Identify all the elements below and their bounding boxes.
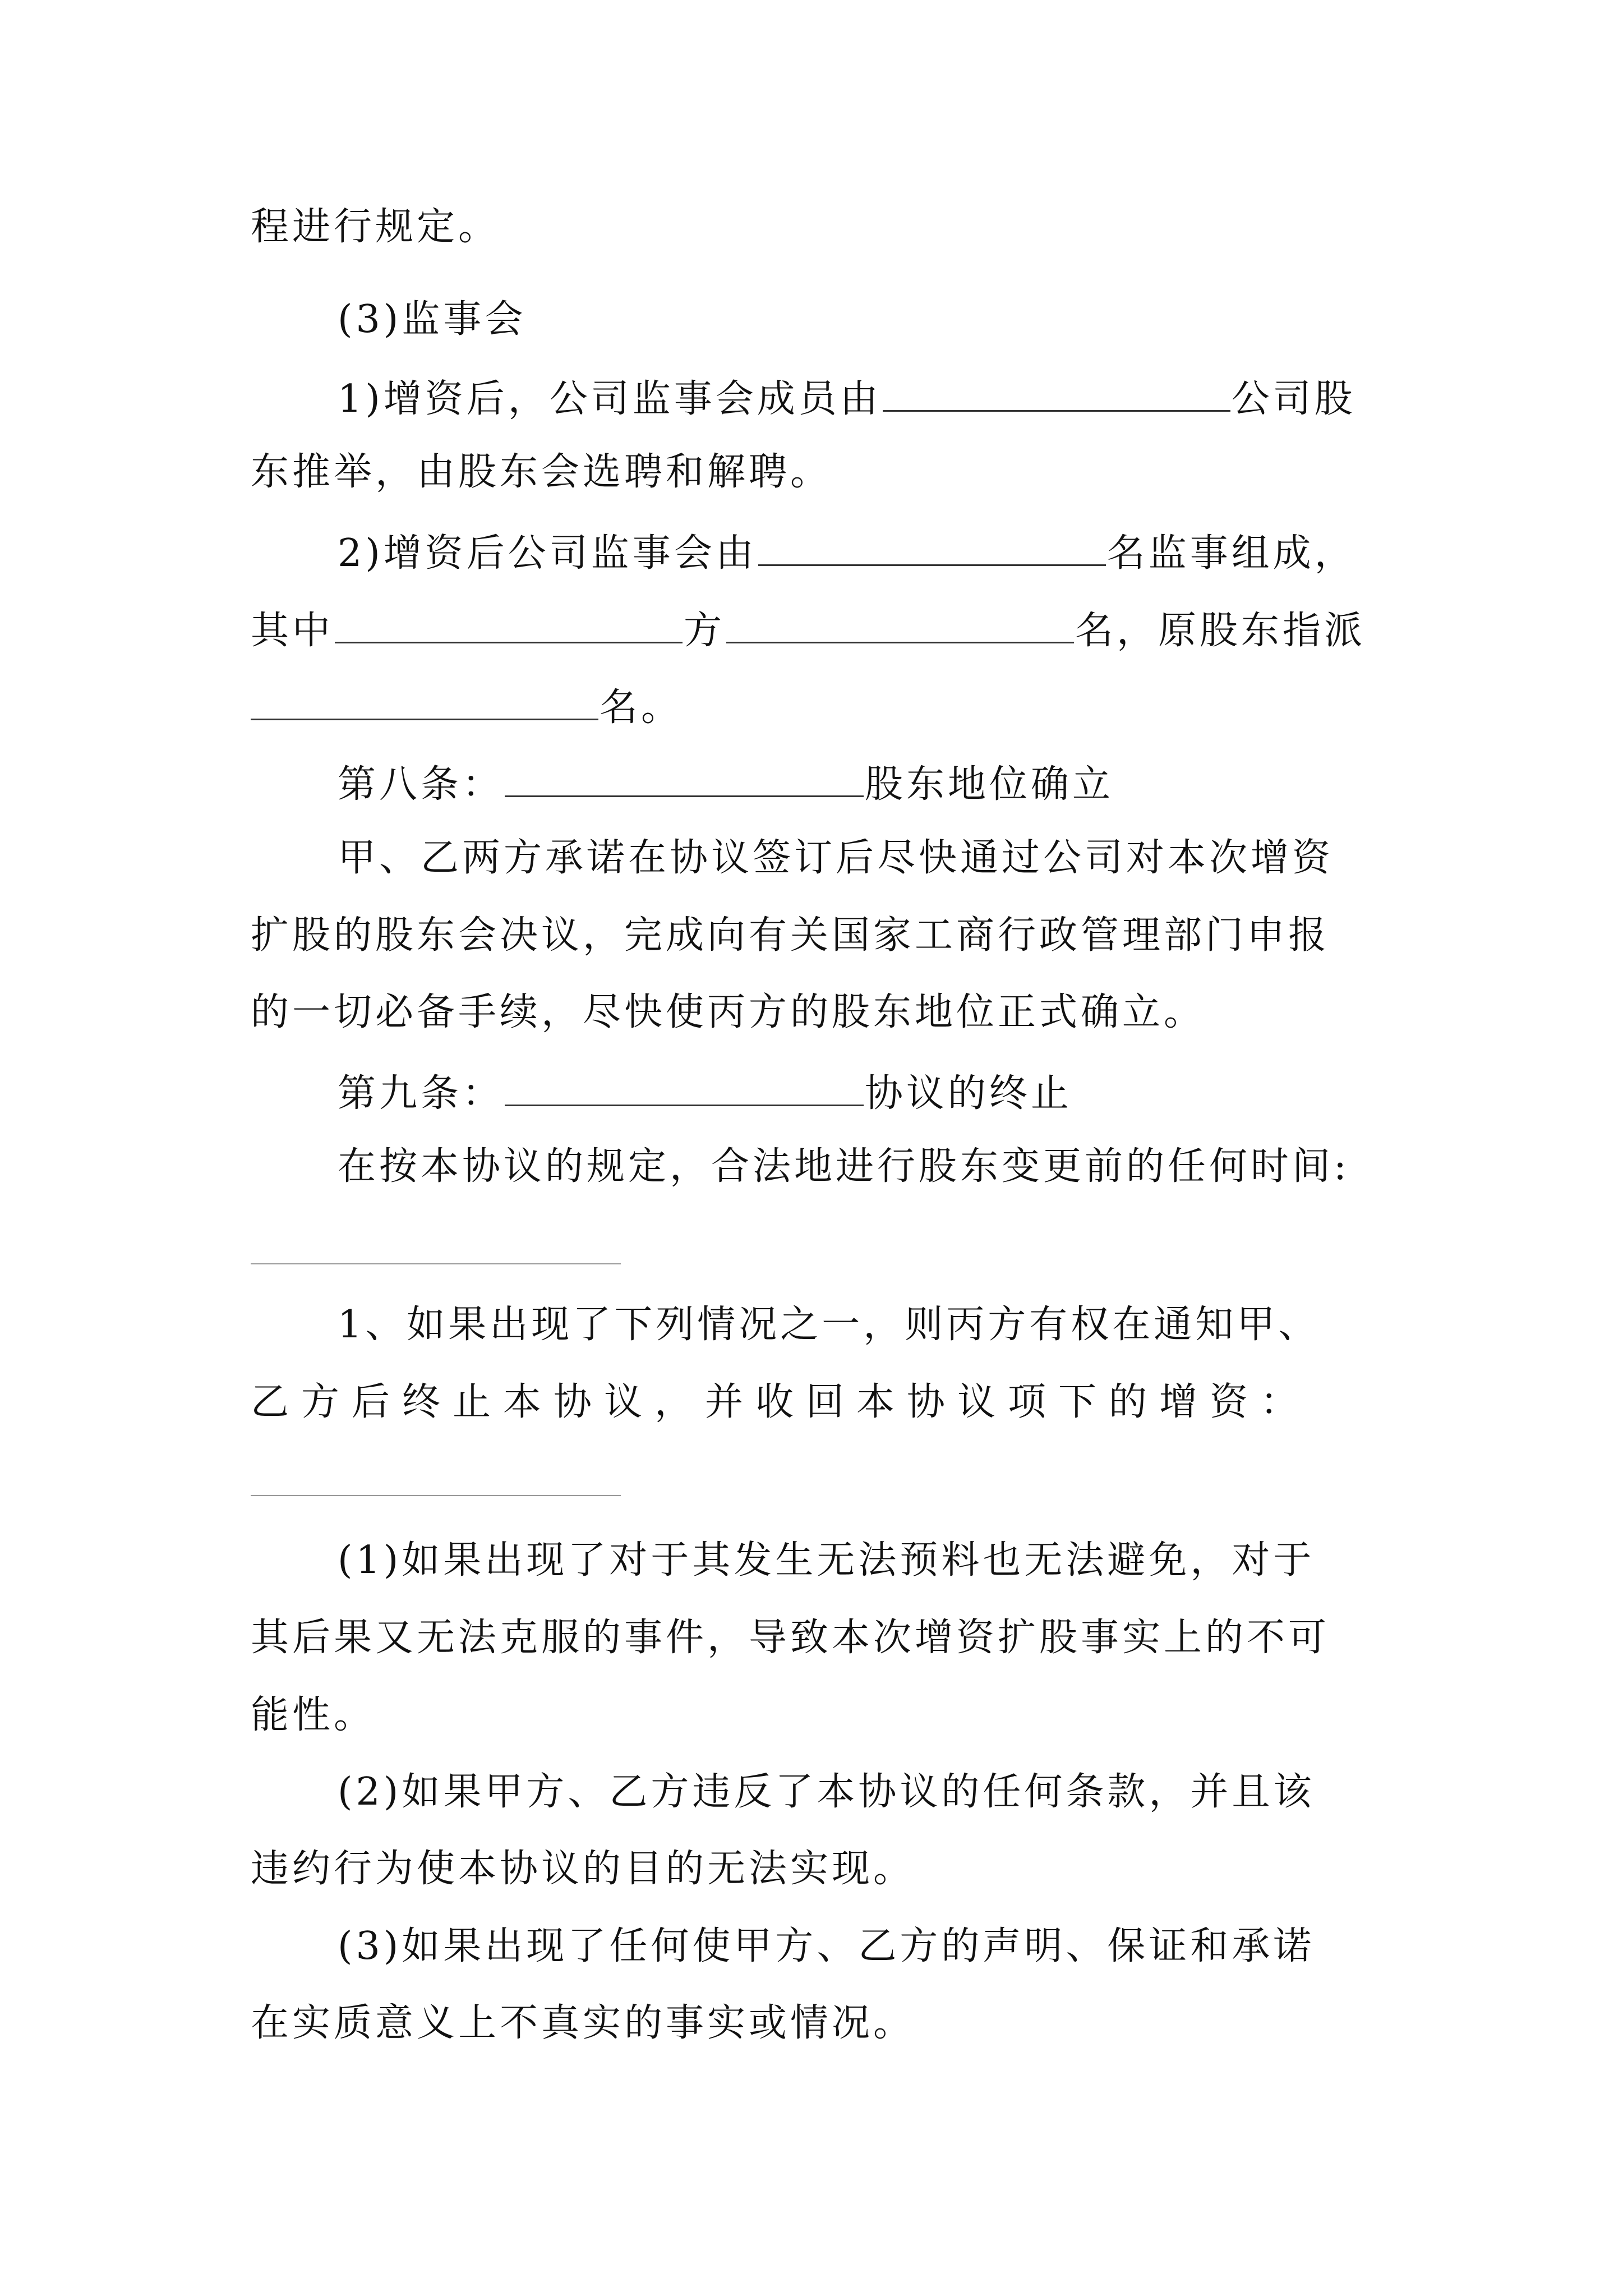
text-line: [338, 1538, 1384, 1583]
blank-field[interactable]: [335, 605, 683, 643]
blank-line[interactable]: [251, 1263, 621, 1264]
article-heading-9: [338, 1068, 1384, 1116]
text-span: 的一切必备手续，尽快使丙方的股东地位正式确立。: [251, 990, 1206, 1034]
text-span: 在实质意义上不真实的事实或情况。: [251, 2001, 915, 2045]
text-line: [251, 1693, 1384, 1738]
text-span: 在按本协议的规定，合法地进行股东变更前的任何时间:: [338, 1144, 1350, 1189]
text-span: 1)增资后，公司监事会成员由: [338, 377, 882, 421]
text-line: [338, 1770, 1384, 1815]
text-span: 程进行规定。: [251, 205, 500, 249]
text-span: 甲、乙两方承诺在协议签订后尽快通过公司对本次增资: [338, 836, 1334, 880]
blank-field[interactable]: [505, 758, 864, 797]
text-line: [338, 373, 1384, 422]
text-span: 方: [684, 609, 726, 653]
text-span: 公司股: [1231, 377, 1356, 421]
text-line: [251, 205, 1384, 250]
blank-field[interactable]: [758, 527, 1106, 566]
blank-field[interactable]: [726, 605, 1074, 643]
text-span: (1)如果出现了对于其发生无法预料也无法避免，对于: [338, 1538, 1315, 1582]
text-line: [251, 990, 1384, 1035]
text-line: [251, 2001, 1384, 2046]
blank-field[interactable]: [505, 1068, 864, 1106]
text-span: 其后果又无法克服的事件，导致本次增资扩股事实上的不可: [251, 1616, 1330, 1660]
text-span: 第八条：: [338, 762, 504, 807]
text-line: [251, 1380, 1384, 1425]
text-span: (3)如果出现了任何使甲方、乙方的声明、保证和承诺: [338, 1924, 1315, 1968]
text-span: 第九条：: [338, 1071, 504, 1116]
text-line: [338, 836, 1384, 881]
text-span: 名，原股东指派: [1075, 609, 1366, 653]
text-span: 1、如果出现了下列情况之一，则丙方有权在通知甲、: [338, 1303, 1320, 1347]
text-line: [251, 1616, 1384, 1660]
text-line: [338, 527, 1384, 576]
text-line: [251, 682, 1384, 730]
text-span: 扩股的股东会决议，完成向有关国家工商行政管理部门申报: [251, 913, 1330, 958]
text-line: [338, 1144, 1384, 1189]
text-span: 股东地位确立: [865, 762, 1114, 807]
text-line: [251, 605, 1384, 654]
blank-field[interactable]: [883, 373, 1230, 412]
text-line: [251, 913, 1384, 958]
blank-field[interactable]: [251, 682, 598, 720]
text-span: 违约行为使本协议的目的无法实现。: [251, 1847, 915, 1891]
text-line: [338, 1303, 1384, 1347]
text-span: (2)如果甲方、乙方违反了本协议的任何条款，并且该: [338, 1770, 1315, 1814]
section-heading-supervisory-board: [338, 297, 1384, 342]
text-span: 协议的终止: [865, 1071, 1073, 1116]
text-span: 名监事组成，: [1106, 531, 1356, 576]
text-span: 东推举，由股东会选聘和解聘。: [251, 450, 832, 494]
blank-line[interactable]: [251, 1495, 621, 1496]
text-span: (3)监事会: [338, 297, 527, 342]
text-span: 能性。: [251, 1693, 376, 1737]
text-span: 名。: [600, 685, 683, 730]
text-span: 乙方后终止本协议，并收回本协议项下的增资：: [251, 1380, 1311, 1424]
text-span: 其中: [251, 609, 334, 653]
text-span: 2)增资后公司监事会由: [338, 531, 757, 576]
text-line: [251, 450, 1384, 495]
text-line: [251, 1847, 1384, 1892]
text-line: [338, 1924, 1384, 1969]
article-heading-8: [338, 758, 1384, 807]
